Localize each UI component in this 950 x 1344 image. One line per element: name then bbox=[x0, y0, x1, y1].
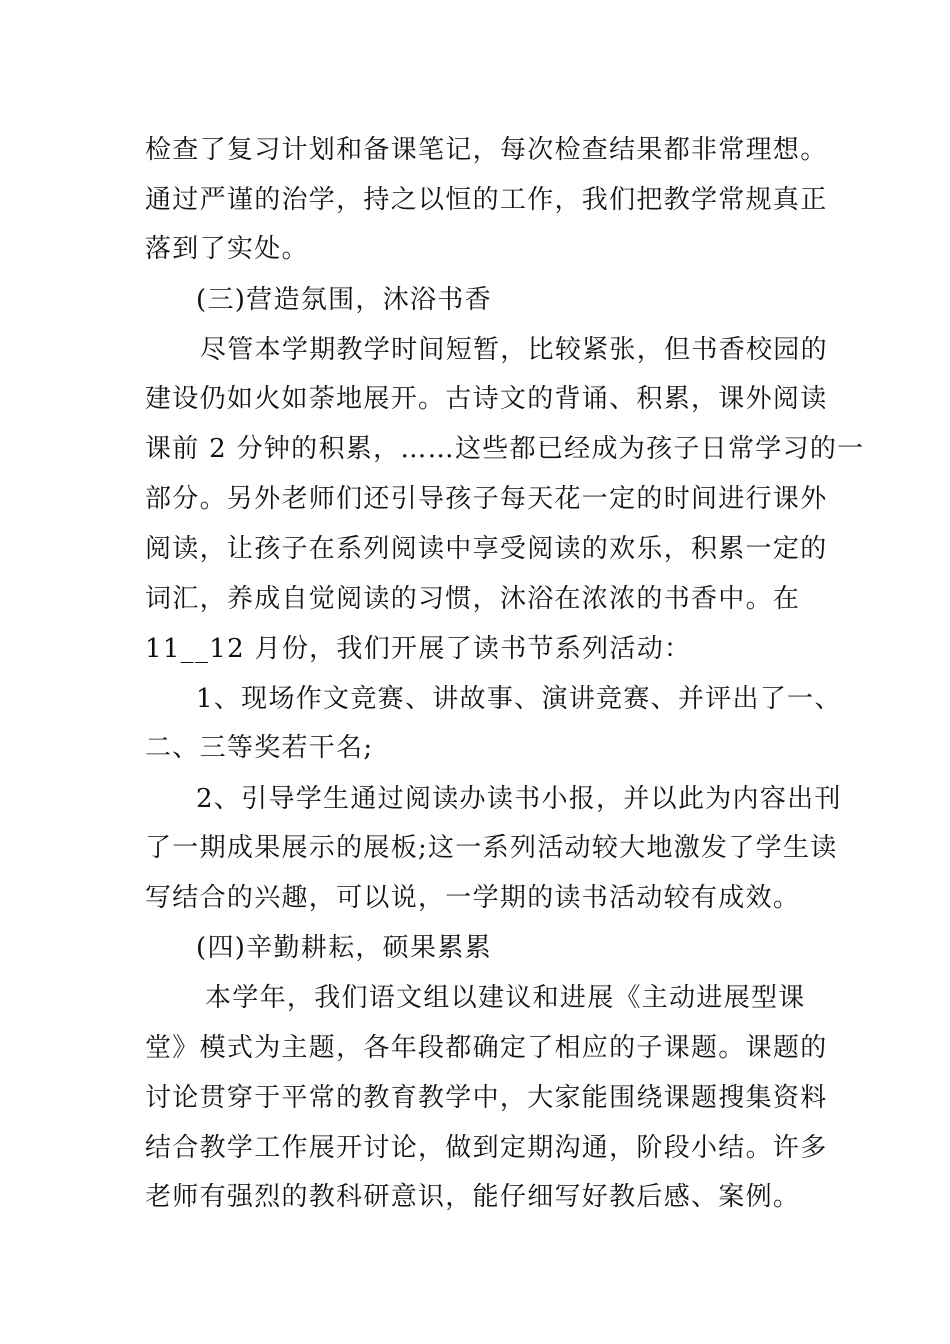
section-heading: (三)营造氛围，沐浴书香 bbox=[196, 285, 492, 315]
text-line: 阅读，让孩子在系列阅读中享受阅读的欢乐，积累一定的 bbox=[145, 534, 828, 564]
text-line: 部分。另外老师们还引导孩子每天花一定的时间进行课外 bbox=[145, 484, 828, 514]
text-line: 建设仍如火如荼地展开。古诗文的背诵、积累，课外阅读 bbox=[145, 384, 828, 414]
text-line: 落到了实处。 bbox=[145, 234, 309, 264]
text-line: 通过严谨的治学，持之以恒的工作，我们把教学常规真正 bbox=[145, 185, 828, 215]
list-item: 1、现场作文竞赛、讲故事、演讲竞赛、并评出了一、 bbox=[196, 684, 842, 714]
text-line: 词汇，养成自觉阅读的习惯，沐浴在浓浓的书香中。在 bbox=[145, 584, 801, 614]
section-heading: (四)辛勤耕耘，硕果累累 bbox=[196, 933, 492, 963]
text-line: 二、三等奖若干名; bbox=[145, 733, 374, 763]
text-line: 尽管本学期教学时间短暂，比较紧张，但书香校园的 bbox=[200, 335, 828, 365]
text-line: 检查了复习计划和备课笔记，每次检查结果都非常理想。 bbox=[145, 135, 828, 165]
text-line: 老师有强烈的教科研意识，能仔细写好教后感、案例。 bbox=[145, 1182, 801, 1212]
text-line: 堂》模式为主题，各年段都确定了相应的子课题。课题的 bbox=[145, 1033, 828, 1063]
text-line: 写结合的兴趣，可以说，一学期的读书活动较有成效。 bbox=[145, 883, 801, 913]
text-line: 本学年，我们语文组以建议和进展《主动进展型课 bbox=[205, 983, 806, 1013]
text-line: 11__12 月份，我们开展了读书节系列活动： bbox=[145, 634, 692, 664]
list-item: 2、引导学生通过阅读办读书小报，并以此为内容出刊 bbox=[196, 784, 842, 814]
text-line: 了一期成果展示的展板;这一系列活动较大地激发了学生读 bbox=[145, 833, 838, 863]
text-line: 讨论贯穿于平常的教育教学中，大家能围绕课题搜集资料 bbox=[145, 1083, 828, 1113]
text-line: 课前 2 分钟的积累，……这些都已经成为孩子日常学习的一 bbox=[145, 434, 865, 464]
text-line: 结合教学工作展开讨论，做到定期沟通，阶段小结。许多 bbox=[145, 1133, 828, 1163]
